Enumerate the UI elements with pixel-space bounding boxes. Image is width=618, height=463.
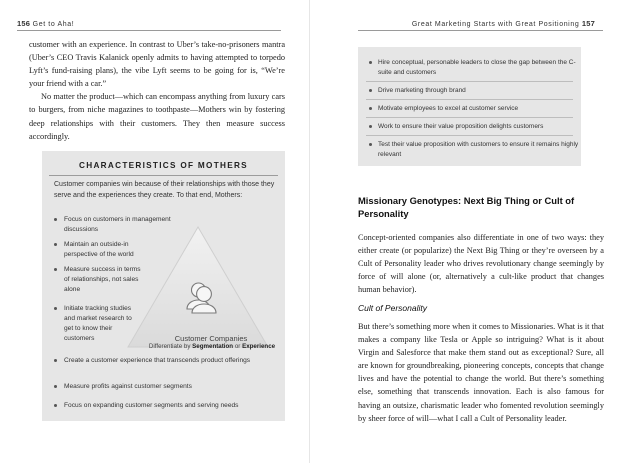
bullet-dot-icon [369,61,372,64]
bullet-dot-icon [54,218,57,221]
sidebar-intro: Customer companies win because of their relationships with those they serve and the experiences they create. To that end, Mothers: [54,181,275,199]
bullet-dot-icon [369,125,372,128]
left-head-rule [17,30,281,31]
bullet-text: Create a customer experience that transcends product offerings [64,357,251,364]
left-body-text [29,38,285,143]
bullet-dot-icon [54,404,57,407]
callout-text: Work to ensure their value proposition delights customers [378,123,544,130]
callout-text: Hire conceptual, personable leaders to close the gap between the C-suite and customers [378,59,576,76]
list-item [54,356,264,366]
left-running-head [17,19,74,28]
left-page-number: 156 [17,19,31,28]
callout-text: Motivate employees to excel at customer service [378,105,519,112]
diagram-sub-term-segmentation: Segmentation [192,343,234,350]
diagram-sub-or: or [234,343,241,350]
list-item [54,240,142,260]
bullet-text: Initiate tracking studies and market research to get to know their customers [64,305,132,342]
right-page [310,0,618,463]
diagram-sub-term-experience: Experience [242,343,276,350]
left-running-head-title: Get to Aha! [32,21,75,28]
bullet-text: Focus on customers in management discussions [64,216,171,233]
diagram-label: Customer Companies [174,334,248,343]
list-item [54,304,134,344]
sidebar-title: CHARACTERISTICS OF MOTHERS [79,161,248,170]
callout-divider [366,135,573,136]
bullet-dot-icon [369,107,372,110]
bullet-dot-icon [54,385,57,388]
right-running-head [412,19,595,28]
list-item [54,382,274,392]
sidebar-title-rule [49,175,278,176]
list-item [54,265,142,295]
bullet-dot-icon [54,268,57,271]
callout-divider [366,99,573,100]
list-item [54,401,278,411]
characteristics-sidebar [42,151,285,421]
left-paragraph-2: No matter the product—which can encompass anything from luxury cars to burgers, from niche magazines to toothpaste—Mothers win by fostering deep relationships with their customers. They then measure success accordingly. [29,92,285,141]
diagram-subtitle [142,343,282,350]
list-item [366,122,586,132]
list-item [366,104,586,114]
right-head-rule [358,30,603,31]
list-item [366,86,586,96]
list-item [366,58,586,77]
callout-divider [366,81,573,82]
bullet-dot-icon [54,243,57,246]
bullet-text: Measure success in terms of relationships, not sales alone [64,266,141,293]
callout-divider [366,117,573,118]
callout-text: Test their value proposition with customers to ensure it remains highly relevant [378,141,579,158]
section-heading: Missionary Genotypes: Next Big Thing or Cult of Personality [358,195,575,219]
diagram-sub-prefix: Differentiate by [148,343,191,350]
bullet-dot-icon [369,89,372,92]
right-paragraph-2: But there’s something more when it comes to Missionaries. What is it that makes a company like Tesla or Apple so intriguing? What is it about Virgin and Salesforce that make them stand out as exceptional? Sure, all are known for groundbreaking, pioneering concepts, concepts that change lives and have the potential to change the world. But there’s something else, something that transcends innovation. Each is also famous for having an outsize, charismatic leader who fomented revolution seemingly by sheer force of will—what I call a Cult of Personality leader. [358,322,604,423]
callout-text: Drive marketing through brand [378,87,466,94]
mothers-callout-box [358,47,581,166]
customer-companies-triangle [124,223,272,351]
bullet-text: Maintain an outside-in perspective of the world [64,241,134,258]
bullet-text: Measure profits against customer segments [64,383,192,390]
left-page [0,0,308,463]
bullet-text: Focus on expanding customer segments and serving needs [64,402,239,409]
sub-heading: Cult of Personality [358,303,427,313]
bullet-dot-icon [369,143,372,146]
list-item [366,140,586,159]
bullet-dot-icon [54,307,57,310]
bullet-dot-icon [54,359,57,362]
right-page-number: 157 [581,19,595,28]
list-item [54,215,176,235]
left-paragraph-1: customer with an experience. In contrast to Uber’s take-no-prisoners mantra (Uber’s CEO Travis Kalanick openly admits to having attempted to torpedo Lyft’s fund-raising plans), the vibe Lyft seems to be going for is, “We’re your friend with a car.” [29,40,285,89]
right-running-head-title: Great Marketing Starts with Great Positioning [411,21,580,28]
right-paragraph-1: Concept-oriented companies also differentiate in one of two ways: they either create (or popularize) the Next Big Thing or they’re overseen by a Cult of Personality leader who drives revolutionary change seemingly by force of will alone (or, alternatively a cult-like product that changes human behavior). [358,233,604,295]
